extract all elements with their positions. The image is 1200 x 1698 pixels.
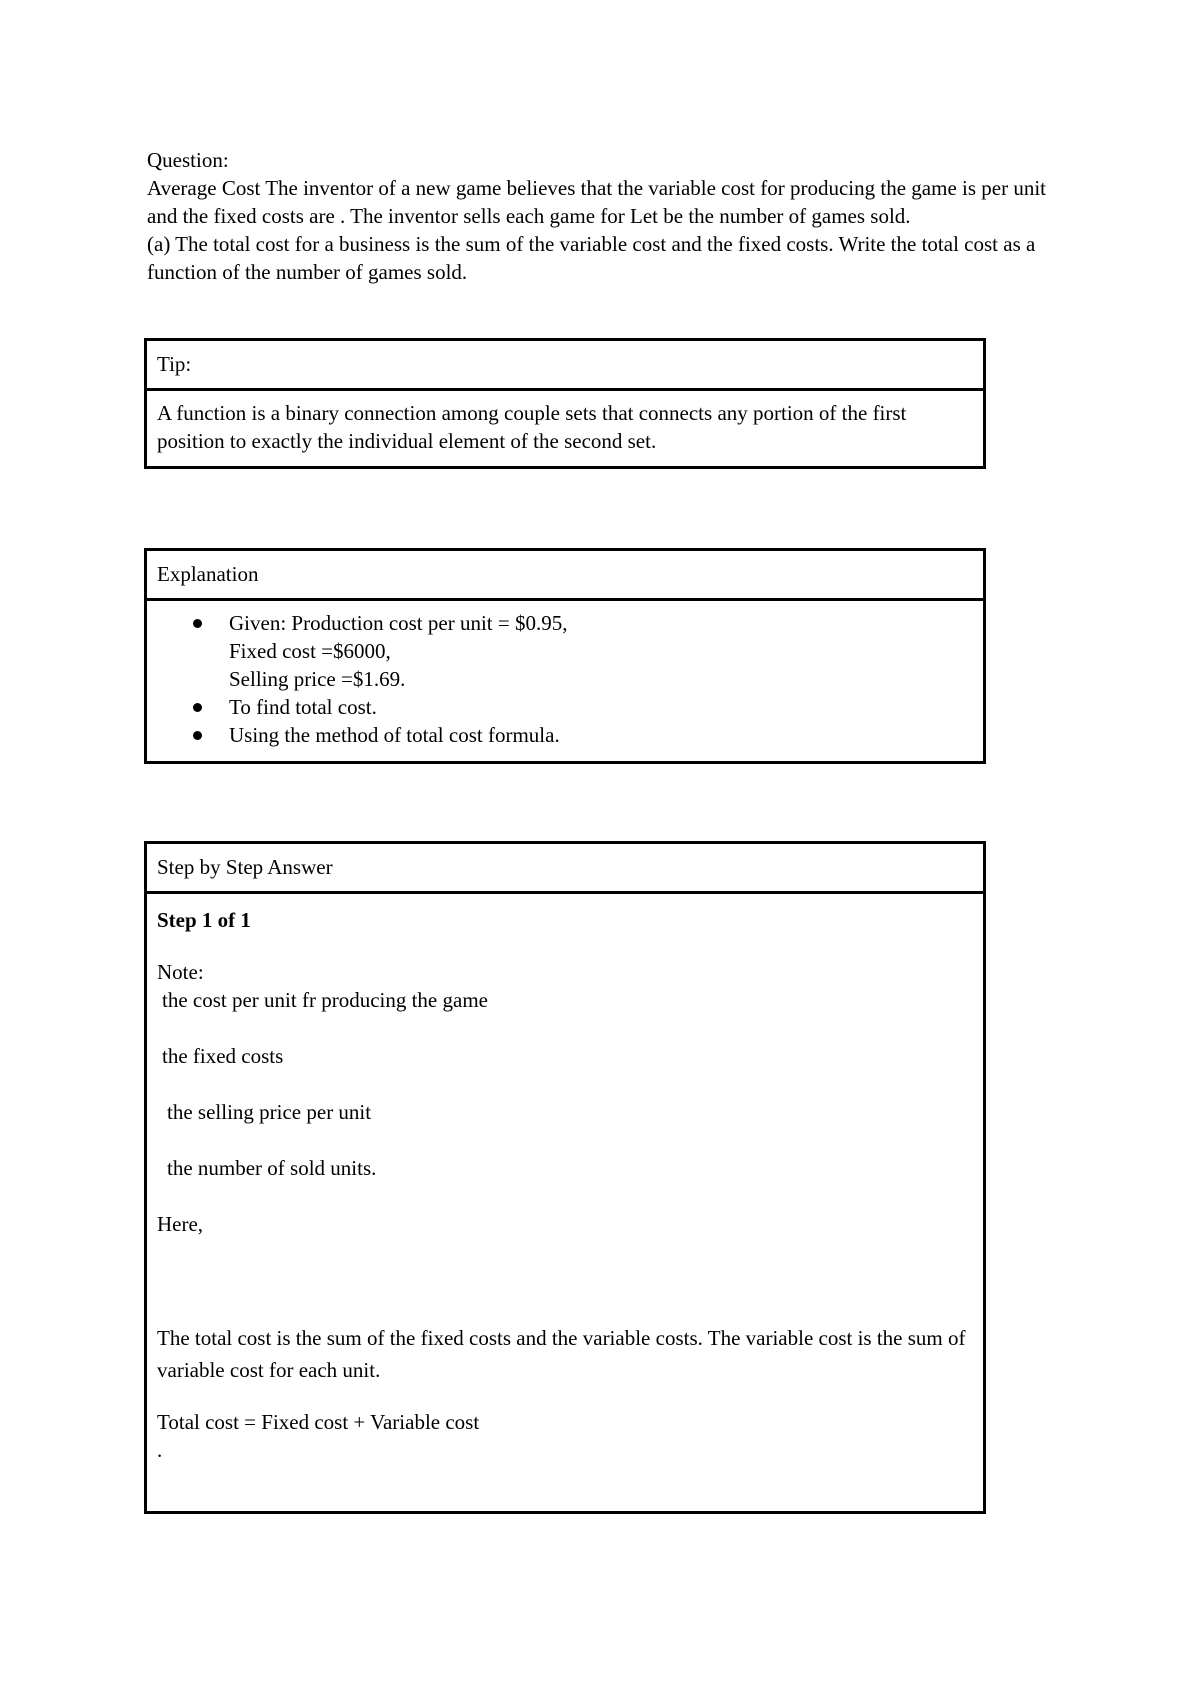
question-section [147,146,1052,286]
given-selling-price: Selling price =$1.69. [229,667,406,691]
explanation-header: Explanation [147,551,983,601]
tip-header: Tip: [147,341,983,391]
explanation-item-given [157,609,973,693]
answer-header: Step by Step Answer [147,844,983,894]
note-fixed-costs: the fixed costs [162,1044,284,1068]
answer-box [144,841,986,1514]
question-label: Question: [147,148,229,172]
note-selling-price: the selling price per unit [167,1100,372,1124]
method-text: Using the method of total cost formula. [229,723,560,747]
trailing-period: . [157,1438,163,1462]
given-fixed-cost: Fixed cost =$6000, [229,639,391,663]
note-label: Note: [157,960,204,984]
goal-text: To find total cost. [229,695,377,719]
explanation-box [144,548,986,764]
step-title: Step 1 of 1 [157,908,251,932]
tip-box [144,338,986,469]
total-cost-formula: Total cost = Fixed cost + Variable cost [157,1410,480,1434]
note-sold-units: the number of sold units. [167,1156,377,1180]
total-cost-explanation: The total cost is the sum of the fixed costs and the variable costs. The variable cost is the sum of variable cost for each unit. [157,1326,966,1382]
explanation-item-method [157,721,973,749]
question-part-a: (a) The total cost for a business is the sum of the variable cost and the fixed costs. Write the total cost as a function of the number of games sold. [147,232,1036,284]
tip-body: A function is a binary connection among couple sets that connects any portion of the first position to exactly the individual element of the second set. [157,401,907,453]
note-cost-per-unit: the cost per unit fr producing the game [162,988,488,1012]
given-unit-cost: Given: Production cost per unit = $0.95, [229,611,568,635]
explanation-list [157,609,973,749]
explanation-item-goal [157,693,973,721]
question-text: Average Cost The inventor of a new game believes that the variable cost for producing the game is per unit and the fixed costs are . The inventor sells each game for Let be the number of games sold. [147,176,1047,228]
here-label: Here, [157,1212,204,1236]
